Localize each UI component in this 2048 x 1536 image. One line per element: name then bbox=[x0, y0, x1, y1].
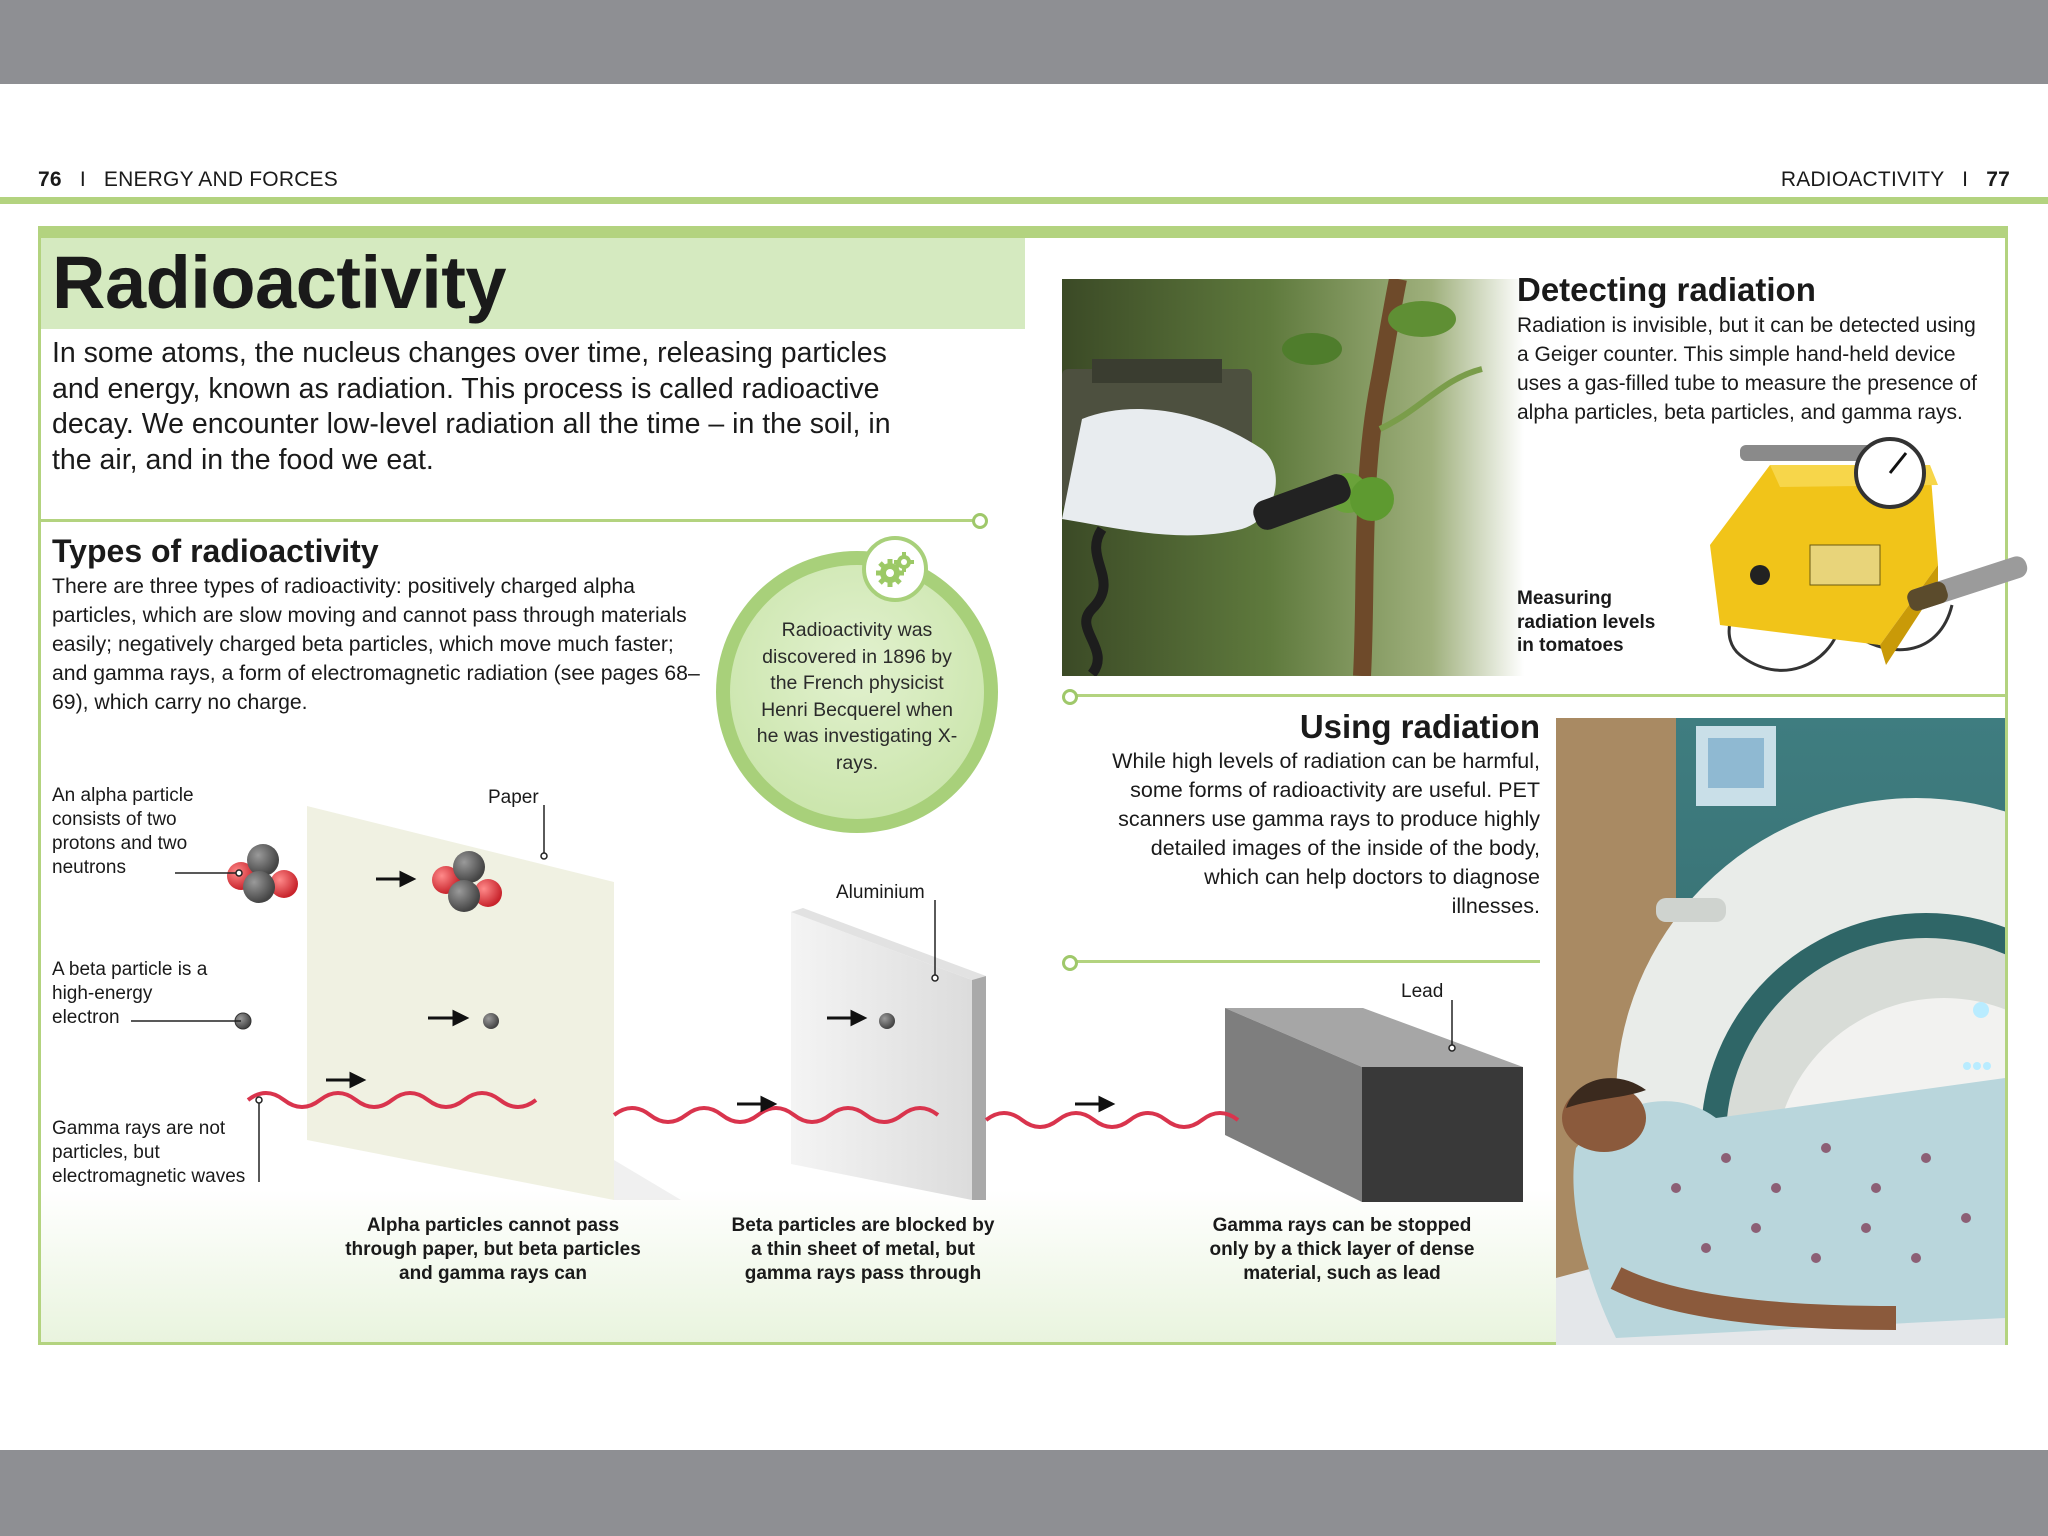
beta-particle-passing bbox=[483, 1013, 499, 1029]
caption-alpha: Alpha particles cannot pass through paper, but beta particles and gamma rays can bbox=[345, 1215, 641, 1284]
pet-scanner-photo bbox=[1556, 718, 2005, 1345]
caption-gamma: Gamma rays can be stopped only by a thick layer of dense material, such as lead bbox=[1209, 1215, 1475, 1284]
types-heading: Types of radioactivity bbox=[52, 533, 379, 569]
detecting-photo-caption: Measuring radiation levels in tomatoes bbox=[1517, 588, 1656, 656]
intro-paragraph: In some atoms, the nucleus changes over time, releasing particles and energy, known as radiation. This process is called radioactive decay. We encounter low-level radiation all the time – in the soil, in the air, and in the food we eat. bbox=[52, 337, 891, 476]
page-title: Radioactivity bbox=[52, 241, 507, 324]
lead-block bbox=[1225, 1008, 1523, 1202]
detecting-body: Radiation is invisible, but it can be detected using a Geiger counter. This simple hand-held device uses a gas-filled tube to measure the presence of alpha particles, beta particles, and gamma rays. bbox=[1517, 314, 1977, 424]
geiger-counter-image bbox=[1690, 425, 2036, 685]
beta-particle-blocked bbox=[879, 1013, 895, 1029]
header-separator: I bbox=[79, 168, 86, 191]
viewer-bottom-bar bbox=[0, 1450, 2048, 1536]
photo-illustration bbox=[1062, 279, 1524, 676]
detecting-heading: Detecting radiation bbox=[1517, 271, 1816, 308]
types-body: There are three types of radioactivity: positively charged alpha particles, which are slow moving and cannot pass through materials easily; negatively charged beta particles, which move much faster; and gamma rays, a form of electromagnetic radiation (see pages 68–69), which carry no charge. bbox=[52, 575, 700, 714]
panel-top-border bbox=[38, 226, 2008, 238]
aluminium-label: Aluminium bbox=[836, 882, 925, 903]
right-divider-dot bbox=[1062, 689, 1078, 705]
fact-bubble-text: Radioactivity was discovered in 1896 by the French physicist Henri Becquerel when he was investigating X-rays. bbox=[756, 619, 958, 774]
left-page-number: 76 bbox=[38, 168, 62, 191]
pet-scanner-illustration bbox=[1556, 718, 2005, 1345]
using-divider-dot bbox=[1062, 955, 1078, 971]
right-section-title: RADIOACTIVITY bbox=[1780, 168, 1945, 191]
header-rule bbox=[0, 197, 2048, 204]
left-section-title: ENERGY AND FORCES bbox=[103, 168, 338, 191]
gears-icon bbox=[866, 540, 924, 598]
geiger-tomato-photo bbox=[1062, 279, 1524, 676]
alpha-label: An alpha particle consists of two protons and two neutrons bbox=[52, 785, 194, 878]
intro-divider bbox=[41, 519, 975, 522]
gamma-label: Gamma rays are not particles, but electromagnetic waves bbox=[52, 1118, 246, 1187]
using-divider bbox=[1070, 960, 1540, 963]
paper-label: Paper bbox=[488, 787, 539, 808]
running-header-right bbox=[1781, 168, 2010, 192]
beta-label: A beta particle is a high-energy electron bbox=[52, 959, 208, 1028]
caption-beta: Beta particles are blocked by a thin sheet of metal, but gamma rays pass through bbox=[731, 1215, 995, 1284]
right-divider bbox=[1070, 694, 2008, 697]
right-page-number: 77 bbox=[1986, 168, 2010, 191]
paper-sheet bbox=[307, 806, 681, 1200]
viewer-top-bar bbox=[0, 0, 2048, 84]
using-heading: Using radiation bbox=[1299, 708, 1540, 745]
lead-label: Lead bbox=[1401, 981, 1444, 1002]
using-body: While high levels of radiation can be harmful, some forms of radioactivity are useful. PET scanners use gamma rays to produce highly detailed images of the inside of the body, which can help doctors to diagnose illnesses. bbox=[1112, 749, 1540, 918]
divider-end-dot bbox=[972, 513, 988, 529]
gears-badge bbox=[862, 536, 928, 602]
header-separator: I bbox=[1962, 168, 1969, 191]
aluminium-sheet bbox=[791, 908, 986, 1200]
running-header-left bbox=[38, 168, 338, 192]
